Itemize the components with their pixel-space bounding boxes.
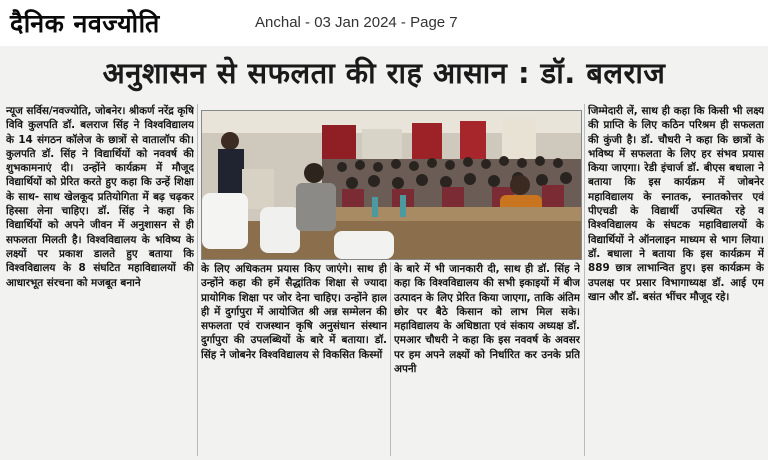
event-photo [201,110,582,260]
column-divider [390,262,391,456]
edition-info: Anchal - 03 Jan 2024 - Page 7 [255,14,458,31]
newspaper-logo: दैनिक नवज्योति [10,9,160,38]
column-divider [197,104,198,456]
article-column-4: जिम्मेदारी लें, साथ ही कहा कि किसी भी लक्ष्य की प्राप्ति के लिए कठिन परिश्रम ही सफलता की कुंजी है। डॉ. चौधरी ने कहा कि छात्रों के भविष्य में सफलता के लिए हर संभव प्रयास किया जाएगा। रेडी इंचार्ज डॉ. बीएस बधाला ने बताया कि इस कार्यक्रम में जोबनेर महाविद्यालय के स्नातक, स्नातकोत्तर एवं पीएचडी के विद्यार्थी उपस्थित रहे व विश्वविद्यालय के संघटक महाविद्यालयों के विद्यार्थियों ने ऑनलाइन माध्यम से भाग लिया। डॉ. बधाला ने बताया कि इस कार्यक्रम में 889 छात्र लाभान्वित हुए। इस कार्यक्रम के उपलक्ष पर प्रसार विभागाध्यक्ष डॉ. आई एम खान और डॉ. बसंत भींचर मौजूद रहे। [588,105,764,303]
article-column-2: के लिए अधिकतम प्रयास किए जाएंगे। साथ ही उन्होंने कहा की हमें सैद्धांतिक शिक्षा से ज्यादा प्रायोगिक शिक्षा पर जोर देना चाहिए। उन्होंने हाल ही में दुर्गापुरा में आयोजित श्री अन्न सम्मेलन की सफलता एवं राजस्थान कृषि अनुसंधान संस्थान दुर्गापुरा की उपलब्धियों के बारे में बताया। डॉ. सिंह ने जोबनेर विश्वविद्यालय से विकसित किस्मों [201,263,387,361]
article-headline: अनुशासन से सफलता की राह आसान : डॉ. बलराज [102,56,666,90]
article-column-3: के बारे में भी जानकारी दी, साथ ही डॉ. सिंह ने कहा कि विश्वविद्यालय की सभी इकाइयों में बीज उत्पादन के लिए प्रेरित किया जाएगा, ताकि अंतिम छोर पर बैठे किसान को लाभ मिल सके। महाविद्यालय के अधिष्ठाता एवं संकाय अध्यक्ष डॉ. एमआर चौधरी ने कहा कि इस नववर्ष के अवसर पर हम अपने लक्ष्यों को निर्धारित कर उनके प्रति अपनी [394,263,580,376]
auditorium-photo-illustration [202,111,581,259]
article-column-1: न्यूज सर्विस/नवज्योति, जोबनेर। श्रीकर्ण नरेंद्र कृषि विवि कुलपति डॉ. बलराज सिंह ने विश्वविद्यालय के 14 संगठन कॉलेज के छात्रों से वातालॉप की। कुलपति डॉ. सिंह ने विद्यार्थियों को नववर्ष की शुभकामनाएं दी। उन्होंने कार्यक्रम में मौजूद विद्यार्थियों को प्रेरित करते हुए कहा कि उन्हें शिक्षा के साथ- साथ खेलकूद प्रतियोगिता में बढ़ चढ़कर हिस्सा लेना चाहिए। डॉ. सिंह ने कहा कि विद्यार्थियों को अपने जीवन में अनुशासन से ही सफलता मिलती है। विश्वविद्यालय के भविष्य के लक्ष्यों पर प्रकाश डालते हुए बताया कि विश्वविद्यालय के 8 संघटित महाविद्यालयों की आधारभूत संरचना को मजबूत बनाने [6,105,194,289]
masthead [0,0,768,46]
column-divider [584,104,585,456]
